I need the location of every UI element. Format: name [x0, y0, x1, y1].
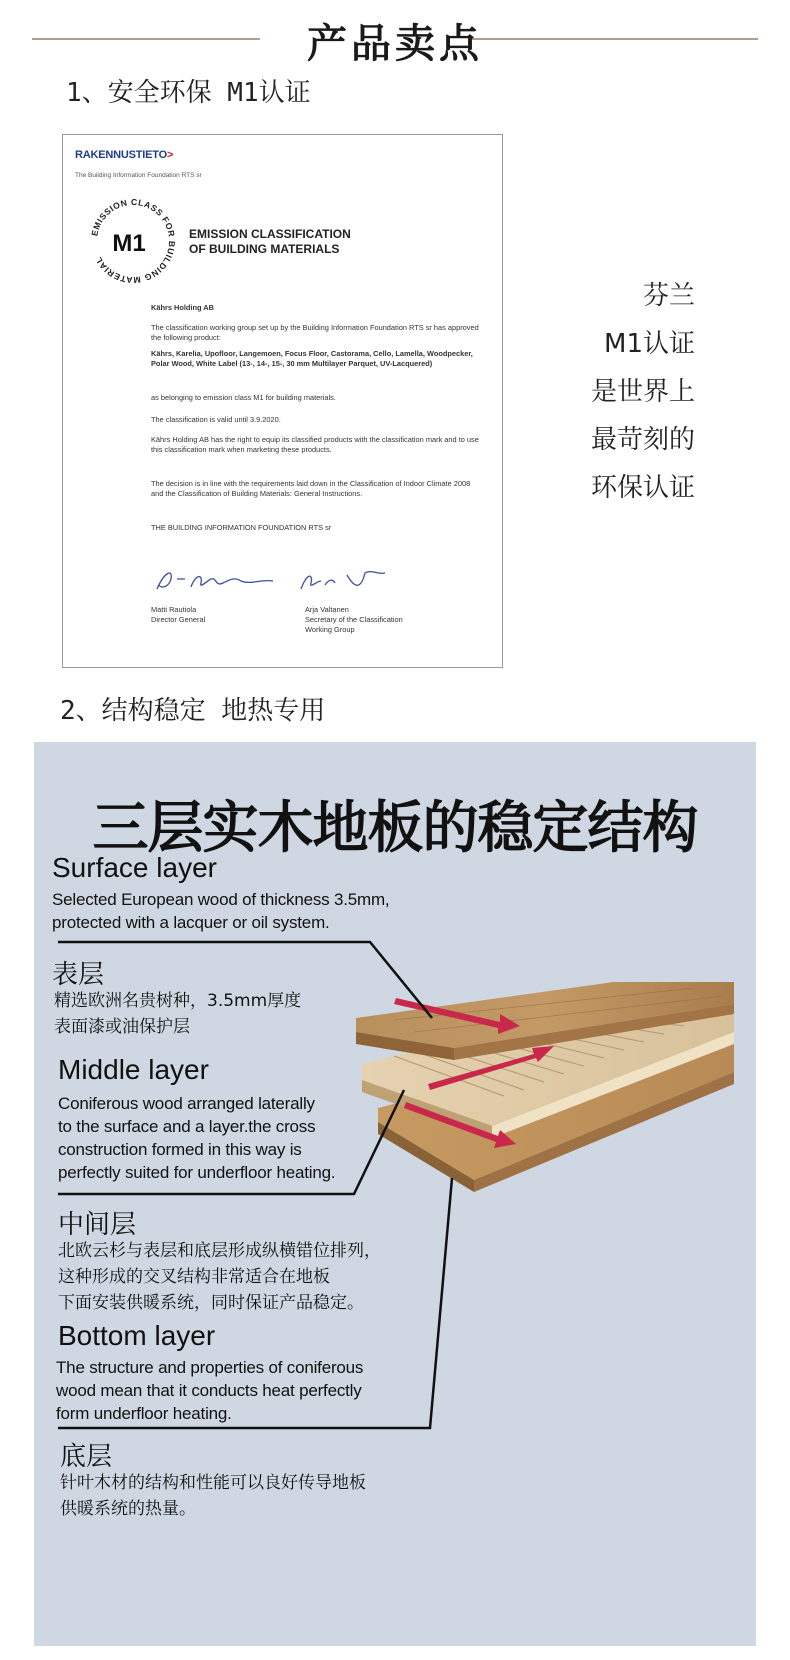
bottom-en-line-1: The structure and properties of coniferous: [56, 1358, 364, 1377]
m1-desc-line-4: 最苛刻的: [590, 425, 695, 455]
surface-en-text: [52, 888, 389, 934]
cert-company: Kährs Holding AB: [151, 303, 214, 312]
cert-p3: as belonging to emission class M1 for building materials.: [151, 393, 336, 402]
surface-zh-line-2: 表面漆或油保护层: [54, 1017, 190, 1037]
emission-line-2: OF BUILDING MATERIALS: [189, 242, 340, 256]
bottom-en-heading: Bottom layer: [58, 1320, 216, 1351]
cert-footer-org: THE BUILDING INFORMATION FOUNDATION RTS sr: [151, 523, 332, 532]
m1-desc-line-2: M1认证: [604, 329, 695, 359]
cert-p6: The decision is in line with the requirements laid down in the Classification of Indoor Climate 2008 and the Classification of Building Materials: General Instructions.: [151, 479, 471, 499]
cert-brand: RAKENNUSTIETO>: [75, 149, 174, 161]
signatures-image: [151, 559, 401, 599]
cert-p2: Kährs, Karelia, Upofloor, Langemoen, Focus Floor, Castorama, Cello, Lamella, Woodpecker, Polar Wood, White Label (13-, 14-, 15-, 30 mm Multilayer Parquet, UV-Lacquered): [151, 349, 473, 369]
middle-en-line-3: construction formed in this way is: [58, 1140, 302, 1159]
signer1: [151, 605, 291, 625]
surface-zh-text: [54, 988, 301, 1040]
bottom-zh-heading: 底层: [60, 1442, 113, 1472]
cert-p5: Kährs Holding AB has the right to equip its classified products with the classification mark and to use this classification mark when marketing these products.: [151, 435, 479, 455]
bottom-en-text: [56, 1356, 363, 1425]
m1-desc-line-3: 是世界上: [590, 377, 695, 407]
middle-zh-line-3: 下面安装供暖系统，同时保证产品稳定。: [58, 1293, 364, 1313]
cert-p1: The classification working group set up by the Building Information Foundation RTS sr has approved the following product:: [151, 323, 479, 343]
signer2-title-1: Secretary of the Classification: [305, 615, 403, 625]
signer1-name: Matti Rautiola: [151, 605, 197, 614]
cert-p4: The classification is valid until 3.9.2020.: [151, 415, 281, 424]
structure-title: 三层实木地板的稳定结构: [92, 796, 698, 861]
bottom-zh-line-1: 针叶木材的结构和性能可以良好传导地板: [60, 1473, 366, 1493]
cert-emission-heading: [189, 227, 351, 257]
middle-zh-heading: 中间层: [58, 1210, 137, 1240]
signer2: [305, 605, 465, 636]
m1-seal-icon: [85, 193, 181, 289]
surface-en-heading: Surface layer: [52, 852, 217, 883]
surface-zh-line-1: 精选欧洲名贵树种，3.5mm厚度: [54, 991, 302, 1011]
bottom-en-line-2: wood mean that it conducts heat perfectly: [56, 1381, 362, 1400]
bottom-zh-text: [60, 1470, 366, 1522]
m1-desc-line-5: 环保认证: [590, 473, 695, 503]
section1-label: 1、安全环保 M1认证: [66, 78, 311, 108]
middle-en-heading: Middle layer: [58, 1054, 209, 1085]
bottom-en-line-3: form underfloor heating.: [56, 1404, 232, 1423]
middle-zh-line-1: 北欧云杉与表层和底层形成纵横错位排列，: [58, 1241, 381, 1261]
signer2-name: Arja Valtanen: [305, 605, 349, 614]
seal-ring-text: EMISSION CLASS FOR BUILDING MATERIAL: [89, 196, 178, 286]
emission-line-1: EMISSION CLASSIFICATION: [189, 227, 351, 241]
brand-chevron-icon: >: [166, 149, 174, 161]
middle-en-text: [58, 1092, 335, 1184]
m1-certificate: [62, 134, 503, 668]
section2-label: 2、结构稳定 地热专用: [60, 696, 326, 726]
surface-en-line-2: protected with a lacquer or oil system.: [52, 913, 330, 932]
middle-en-line-4: perfectly suited for underfloor heating.: [58, 1163, 336, 1182]
bottom-zh-line-2: 供暖系统的热量。: [60, 1499, 196, 1519]
cert-foundation: The Building Information Foundation RTS sr: [75, 172, 202, 179]
seal-m1-text: M1: [112, 230, 146, 257]
m1-desc-line-1: 芬兰: [642, 281, 695, 311]
page-title: 产品卖点: [307, 21, 483, 67]
middle-en-line-2: to the surface and a layer.the cross: [58, 1117, 316, 1136]
surface-zh-heading: 表层: [52, 960, 105, 990]
middle-en-line-1: Coniferous wood arranged laterally: [58, 1094, 315, 1113]
middle-zh-line-2: 这种形成的交叉结构非常适合在地板: [58, 1267, 330, 1287]
m1-description: [540, 272, 695, 512]
structure-panel: [34, 742, 756, 1646]
signer1-title: Director General: [151, 615, 206, 625]
signer2-title-2: Working Group: [305, 625, 355, 635]
surface-en-line-1: Selected European wood of thickness 3.5mm,: [52, 890, 390, 909]
middle-zh-text: [58, 1238, 381, 1316]
